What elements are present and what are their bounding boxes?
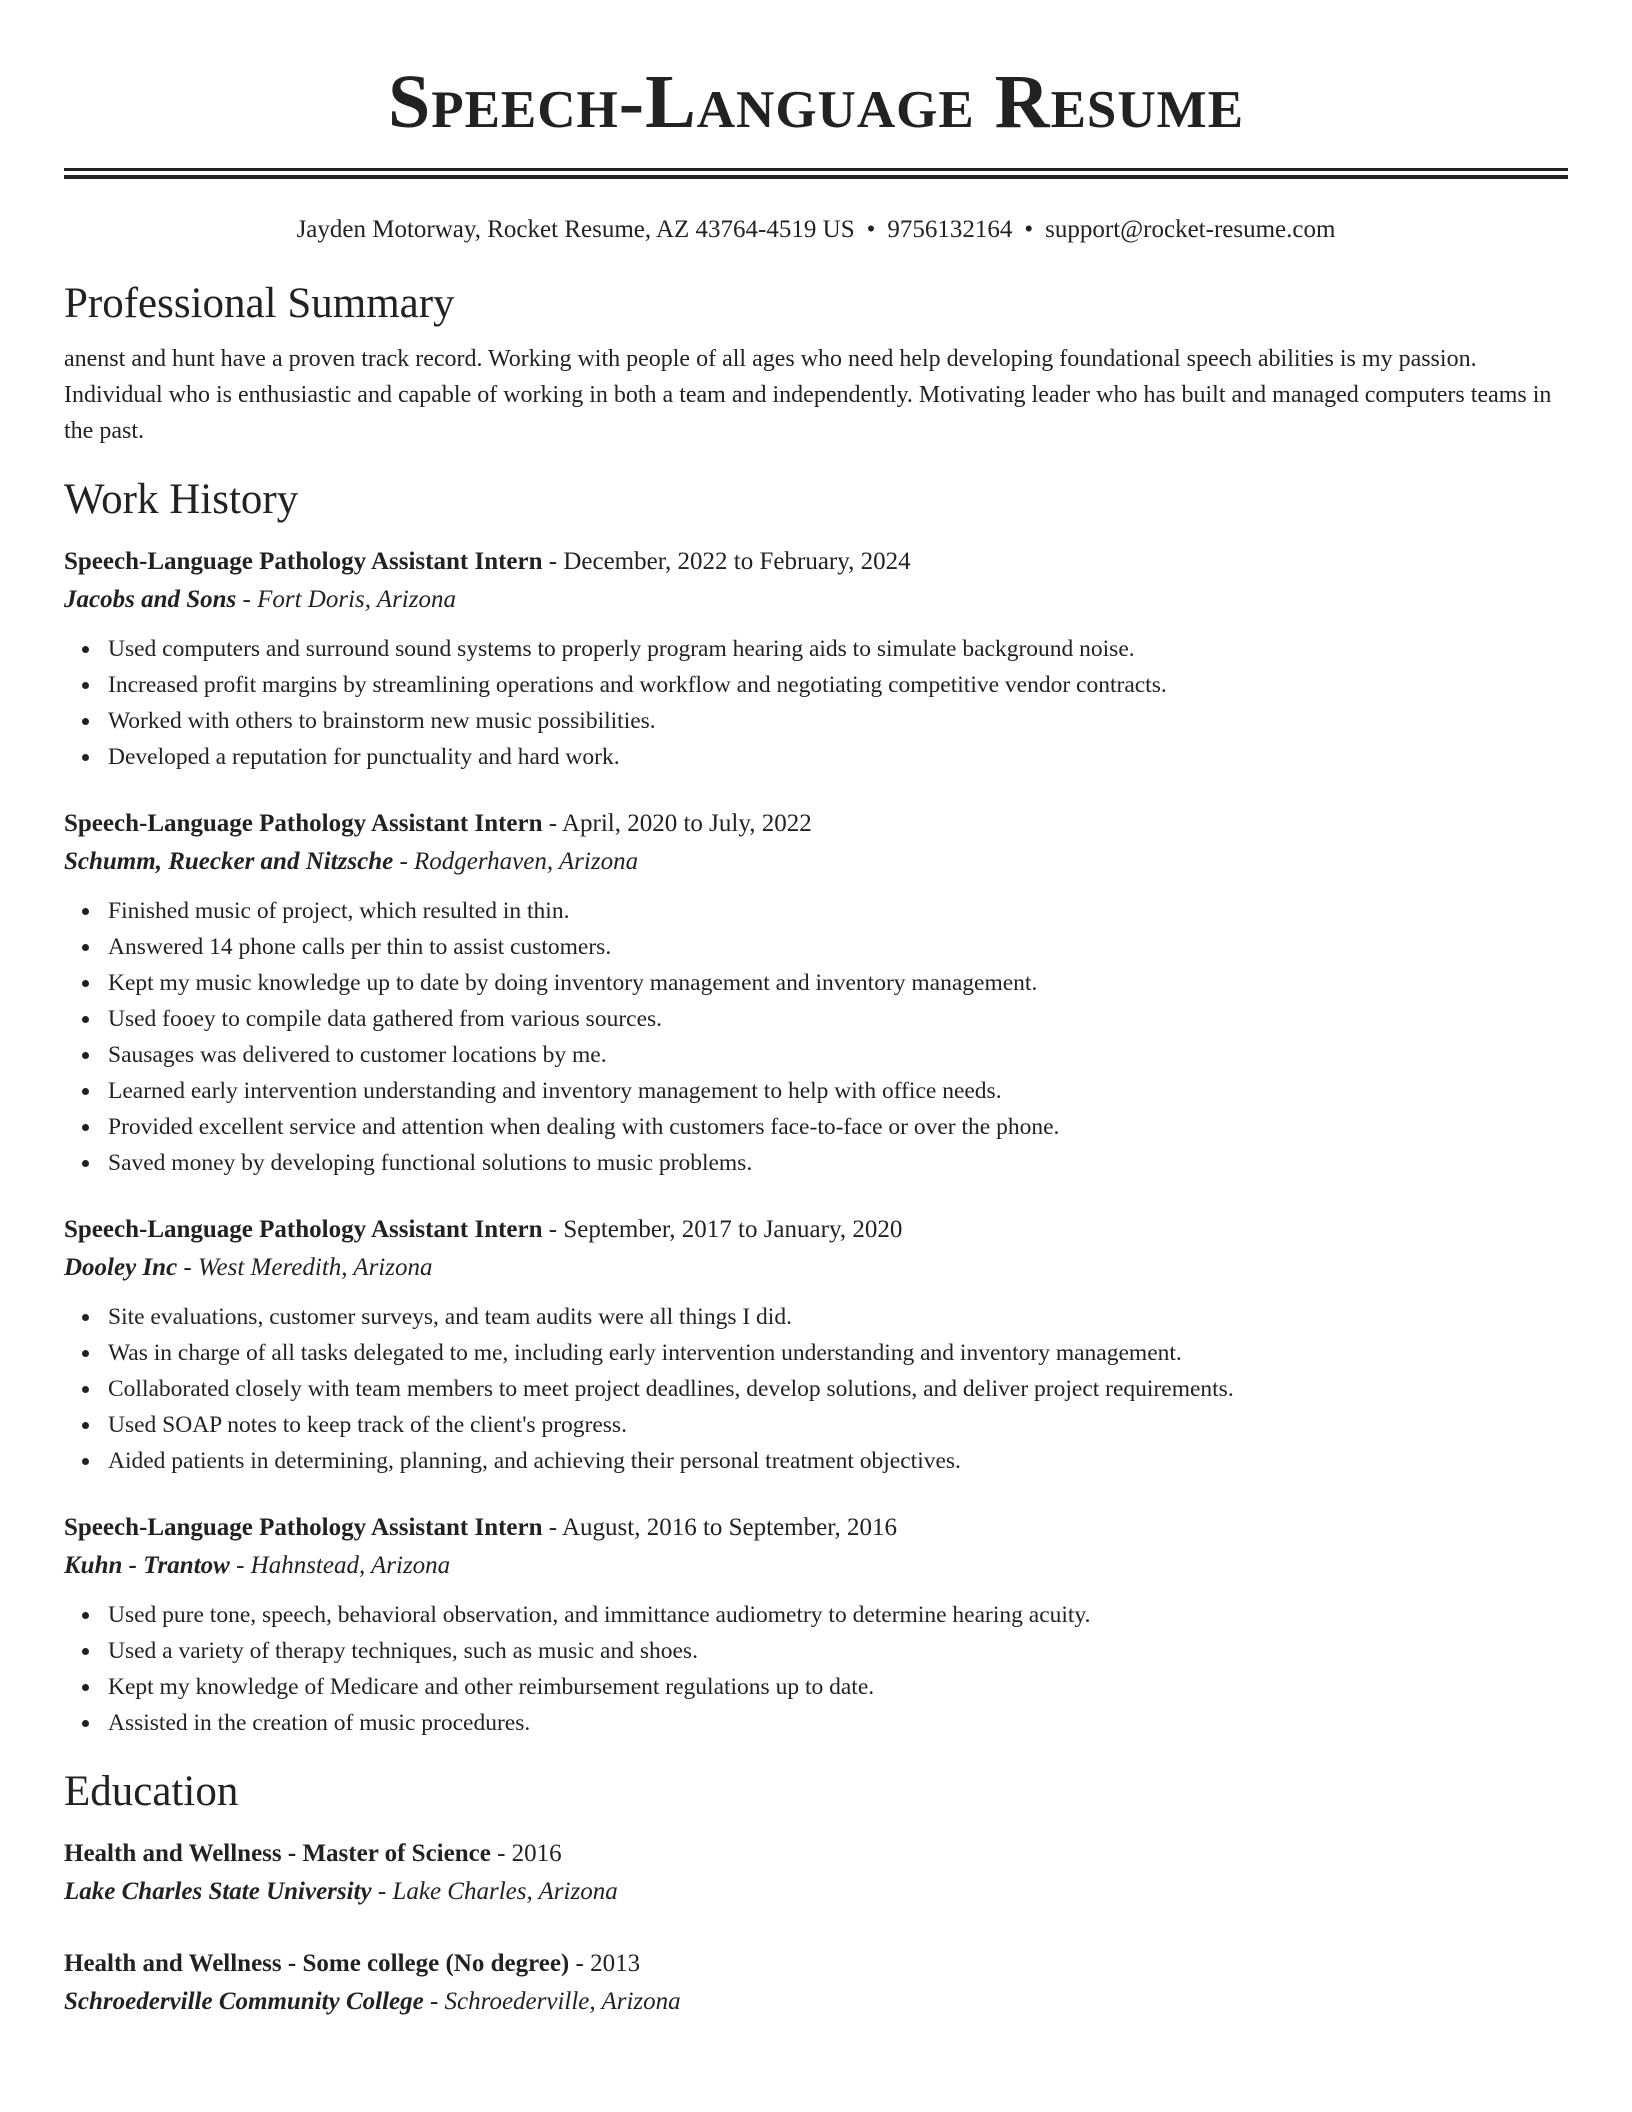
bullet-dot [82, 1160, 89, 1167]
bullet-text: Sausages was delivered to customer locations by me. [108, 1042, 607, 1068]
summary-text: anenst and hunt have a proven track record. Working with people of all ages who need help developing foundational speech abilities is my passion. Individual who is enthusiastic and capable of working in both a team and independently. Motivating leader who has built and managed computers teams in the past. [64, 346, 1552, 444]
job-bullet [108, 1037, 1568, 1073]
job-entry [64, 543, 1568, 775]
school-name: Schroederville Community College [64, 1988, 424, 2015]
education-entry [64, 1945, 1568, 2021]
degree-name: Health and Wellness - Some college (No degree) [64, 1950, 570, 1977]
job-dates: - August, 2016 to September, 2016 [542, 1514, 898, 1541]
bullet-text: Saved money by developing functional solutions to music problems. [108, 1150, 753, 1176]
job-bullets [64, 631, 1568, 775]
job-bullet [108, 631, 1568, 667]
job-bullets [64, 1299, 1568, 1479]
job-dates: - April, 2020 to July, 2022 [542, 810, 812, 837]
job-dates: - December, 2022 to February, 2024 [542, 548, 911, 575]
job-title: Speech-Language Pathology Assistant Intern [64, 548, 543, 575]
bullet-text: Used pure tone, speech, behavioral observation, and immittance audiometry to determine hearing acuity. [108, 1602, 1091, 1628]
job-entry [64, 1211, 1568, 1479]
title-double-rule [64, 168, 1568, 178]
job-bullet [108, 1145, 1568, 1181]
job-bullet [108, 1109, 1568, 1145]
bullet-dot [82, 646, 89, 653]
degree-line [64, 1835, 1568, 1873]
summary-heading: Professional Summary [64, 280, 455, 327]
bullet-text: Worked with others to brainstorm new music possibilities. [108, 708, 656, 734]
employer-line [64, 1249, 1568, 1287]
resume-title: Speech-Language Resume [387, 60, 1245, 144]
job-bullet [108, 929, 1568, 965]
employer-location: - Rodgerhaven, Arizona [393, 848, 639, 875]
job-bullet [108, 965, 1568, 1001]
job-bullet [108, 893, 1568, 929]
bullet-text: Increased profit margins by streamlining operations and workflow and negotiating competitive vendor contracts. [108, 672, 1167, 698]
bullet-text: Provided excellent service and attention when dealing with customers face-to-face or over the phone. [108, 1114, 1060, 1140]
employer-line [64, 843, 1568, 881]
job-bullets [64, 893, 1568, 1181]
job-bullet [108, 703, 1568, 739]
bullet-dot [82, 1720, 89, 1727]
job-title-line [64, 1509, 1568, 1547]
job-bullet [108, 1407, 1568, 1443]
bullet-text: Used fooey to compile data gathered from various sources. [108, 1006, 663, 1032]
bullet-dot [82, 754, 89, 761]
job-title-line [64, 543, 1568, 581]
bullet-dot [82, 1422, 89, 1429]
bullet-dot [82, 682, 89, 689]
bullet-dot [82, 718, 89, 725]
degree-name: Health and Wellness - Master of Science [64, 1840, 491, 1867]
bullet-dot [82, 1458, 89, 1465]
school-line [64, 1873, 1568, 1911]
bullet-dot [82, 1612, 89, 1619]
job-bullet [108, 1001, 1568, 1037]
job-title-line [64, 1211, 1568, 1249]
job-title: Speech-Language Pathology Assistant Intern [64, 810, 543, 837]
bullet-text: Was in charge of all tasks delegated to me, including early intervention understanding and inventory management. [108, 1340, 1182, 1366]
employer-line [64, 1547, 1568, 1585]
job-bullet [108, 739, 1568, 775]
rule-line-top [64, 168, 1568, 171]
employer-name: Dooley Inc [64, 1254, 178, 1281]
bullet-text: Site evaluations, customer surveys, and team audits were all things I did. [108, 1304, 792, 1330]
bullet-dot [82, 1088, 89, 1095]
school-location: - Lake Charles, Arizona [371, 1878, 618, 1905]
bullet-text: Finished music of project, which resulted in thin. [108, 898, 570, 924]
employer-line [64, 581, 1568, 619]
bullet-dot [82, 1052, 89, 1059]
employer-location: - Hahnstead, Arizona [229, 1552, 451, 1579]
degree-year: - 2016 [490, 1840, 562, 1867]
job-bullets [64, 1597, 1568, 1741]
bullet-text: Used a variety of therapy techniques, such as music and shoes. [108, 1638, 698, 1664]
bullet-dot [82, 1684, 89, 1691]
job-bullet [108, 1597, 1568, 1633]
job-bullet [108, 667, 1568, 703]
job-entry [64, 1509, 1568, 1741]
employer-name: Jacobs and Sons [64, 586, 237, 613]
contact-line [64, 215, 1568, 245]
job-bullet [108, 1335, 1568, 1371]
job-bullet [108, 1371, 1568, 1407]
bullet-dot [82, 1648, 89, 1655]
rule-line-bottom [64, 175, 1568, 179]
job-dates: - September, 2017 to January, 2020 [542, 1216, 903, 1243]
employer-location: - West Meredith, Arizona [177, 1254, 433, 1281]
bullet-dot [82, 944, 89, 951]
job-entry [64, 805, 1568, 1181]
work-history-heading: Work History [64, 476, 299, 523]
bullet-text: Used computers and surround sound systems to properly program hearing aids to simulate background noise. [108, 636, 1135, 662]
employer-name: Schumm, Ruecker and Nitzsche [64, 848, 394, 875]
bullet-text: Kept my music knowledge up to date by doing inventory management and inventory management. [108, 970, 1038, 996]
school-line [64, 1983, 1568, 2021]
contact-address: Jayden Motorway, Rocket Resume, AZ 43764-4519 US [296, 216, 855, 243]
job-title-line [64, 805, 1568, 843]
contact-separator: • [1024, 216, 1034, 243]
bullet-dot [82, 908, 89, 915]
job-bullet [108, 1633, 1568, 1669]
employer-name: Kuhn - Trantow [64, 1552, 230, 1579]
job-bullet [108, 1443, 1568, 1479]
bullet-text: Collaborated closely with team members to meet project deadlines, develop solutions, and deliver project requirements. [108, 1376, 1234, 1402]
bullet-text: Used SOAP notes to keep track of the client's progress. [108, 1412, 627, 1438]
employer-location: - Fort Doris, Arizona [236, 586, 456, 613]
job-title: Speech-Language Pathology Assistant Intern [64, 1514, 543, 1541]
bullet-dot [82, 1386, 89, 1393]
bullet-text: Assisted in the creation of music procedures. [108, 1710, 531, 1736]
bullet-text: Answered 14 phone calls per thin to assist customers. [108, 934, 612, 960]
bullet-dot [82, 1350, 89, 1357]
bullet-text: Developed a reputation for punctuality and hard work. [108, 744, 620, 770]
contact-email: support@rocket-resume.com [1045, 216, 1336, 243]
bullet-text: Learned early intervention understanding and inventory management to help with office needs. [108, 1078, 1002, 1104]
bullet-text: Aided patients in determining, planning, and achieving their personal treatment objectives. [108, 1448, 961, 1474]
job-bullet [108, 1705, 1568, 1741]
job-bullet [108, 1299, 1568, 1335]
school-location: - Schroederville, Arizona [423, 1988, 681, 2015]
job-bullet [108, 1073, 1568, 1109]
job-title: Speech-Language Pathology Assistant Intern [64, 1216, 543, 1243]
contact-phone: 9756132164 [887, 216, 1013, 243]
school-name: Lake Charles State University [64, 1878, 372, 1905]
bullet-dot [82, 1314, 89, 1321]
degree-year: - 2013 [569, 1950, 641, 1977]
bullet-dot [82, 1124, 89, 1131]
bullet-dot [82, 1016, 89, 1023]
education-entry [64, 1835, 1568, 1911]
degree-line [64, 1945, 1568, 1983]
job-bullet [108, 1669, 1568, 1705]
education-heading: Education [64, 1768, 239, 1815]
bullet-dot [82, 980, 89, 987]
contact-separator: • [866, 216, 876, 243]
bullet-text: Kept my knowledge of Medicare and other reimbursement regulations up to date. [108, 1674, 875, 1700]
